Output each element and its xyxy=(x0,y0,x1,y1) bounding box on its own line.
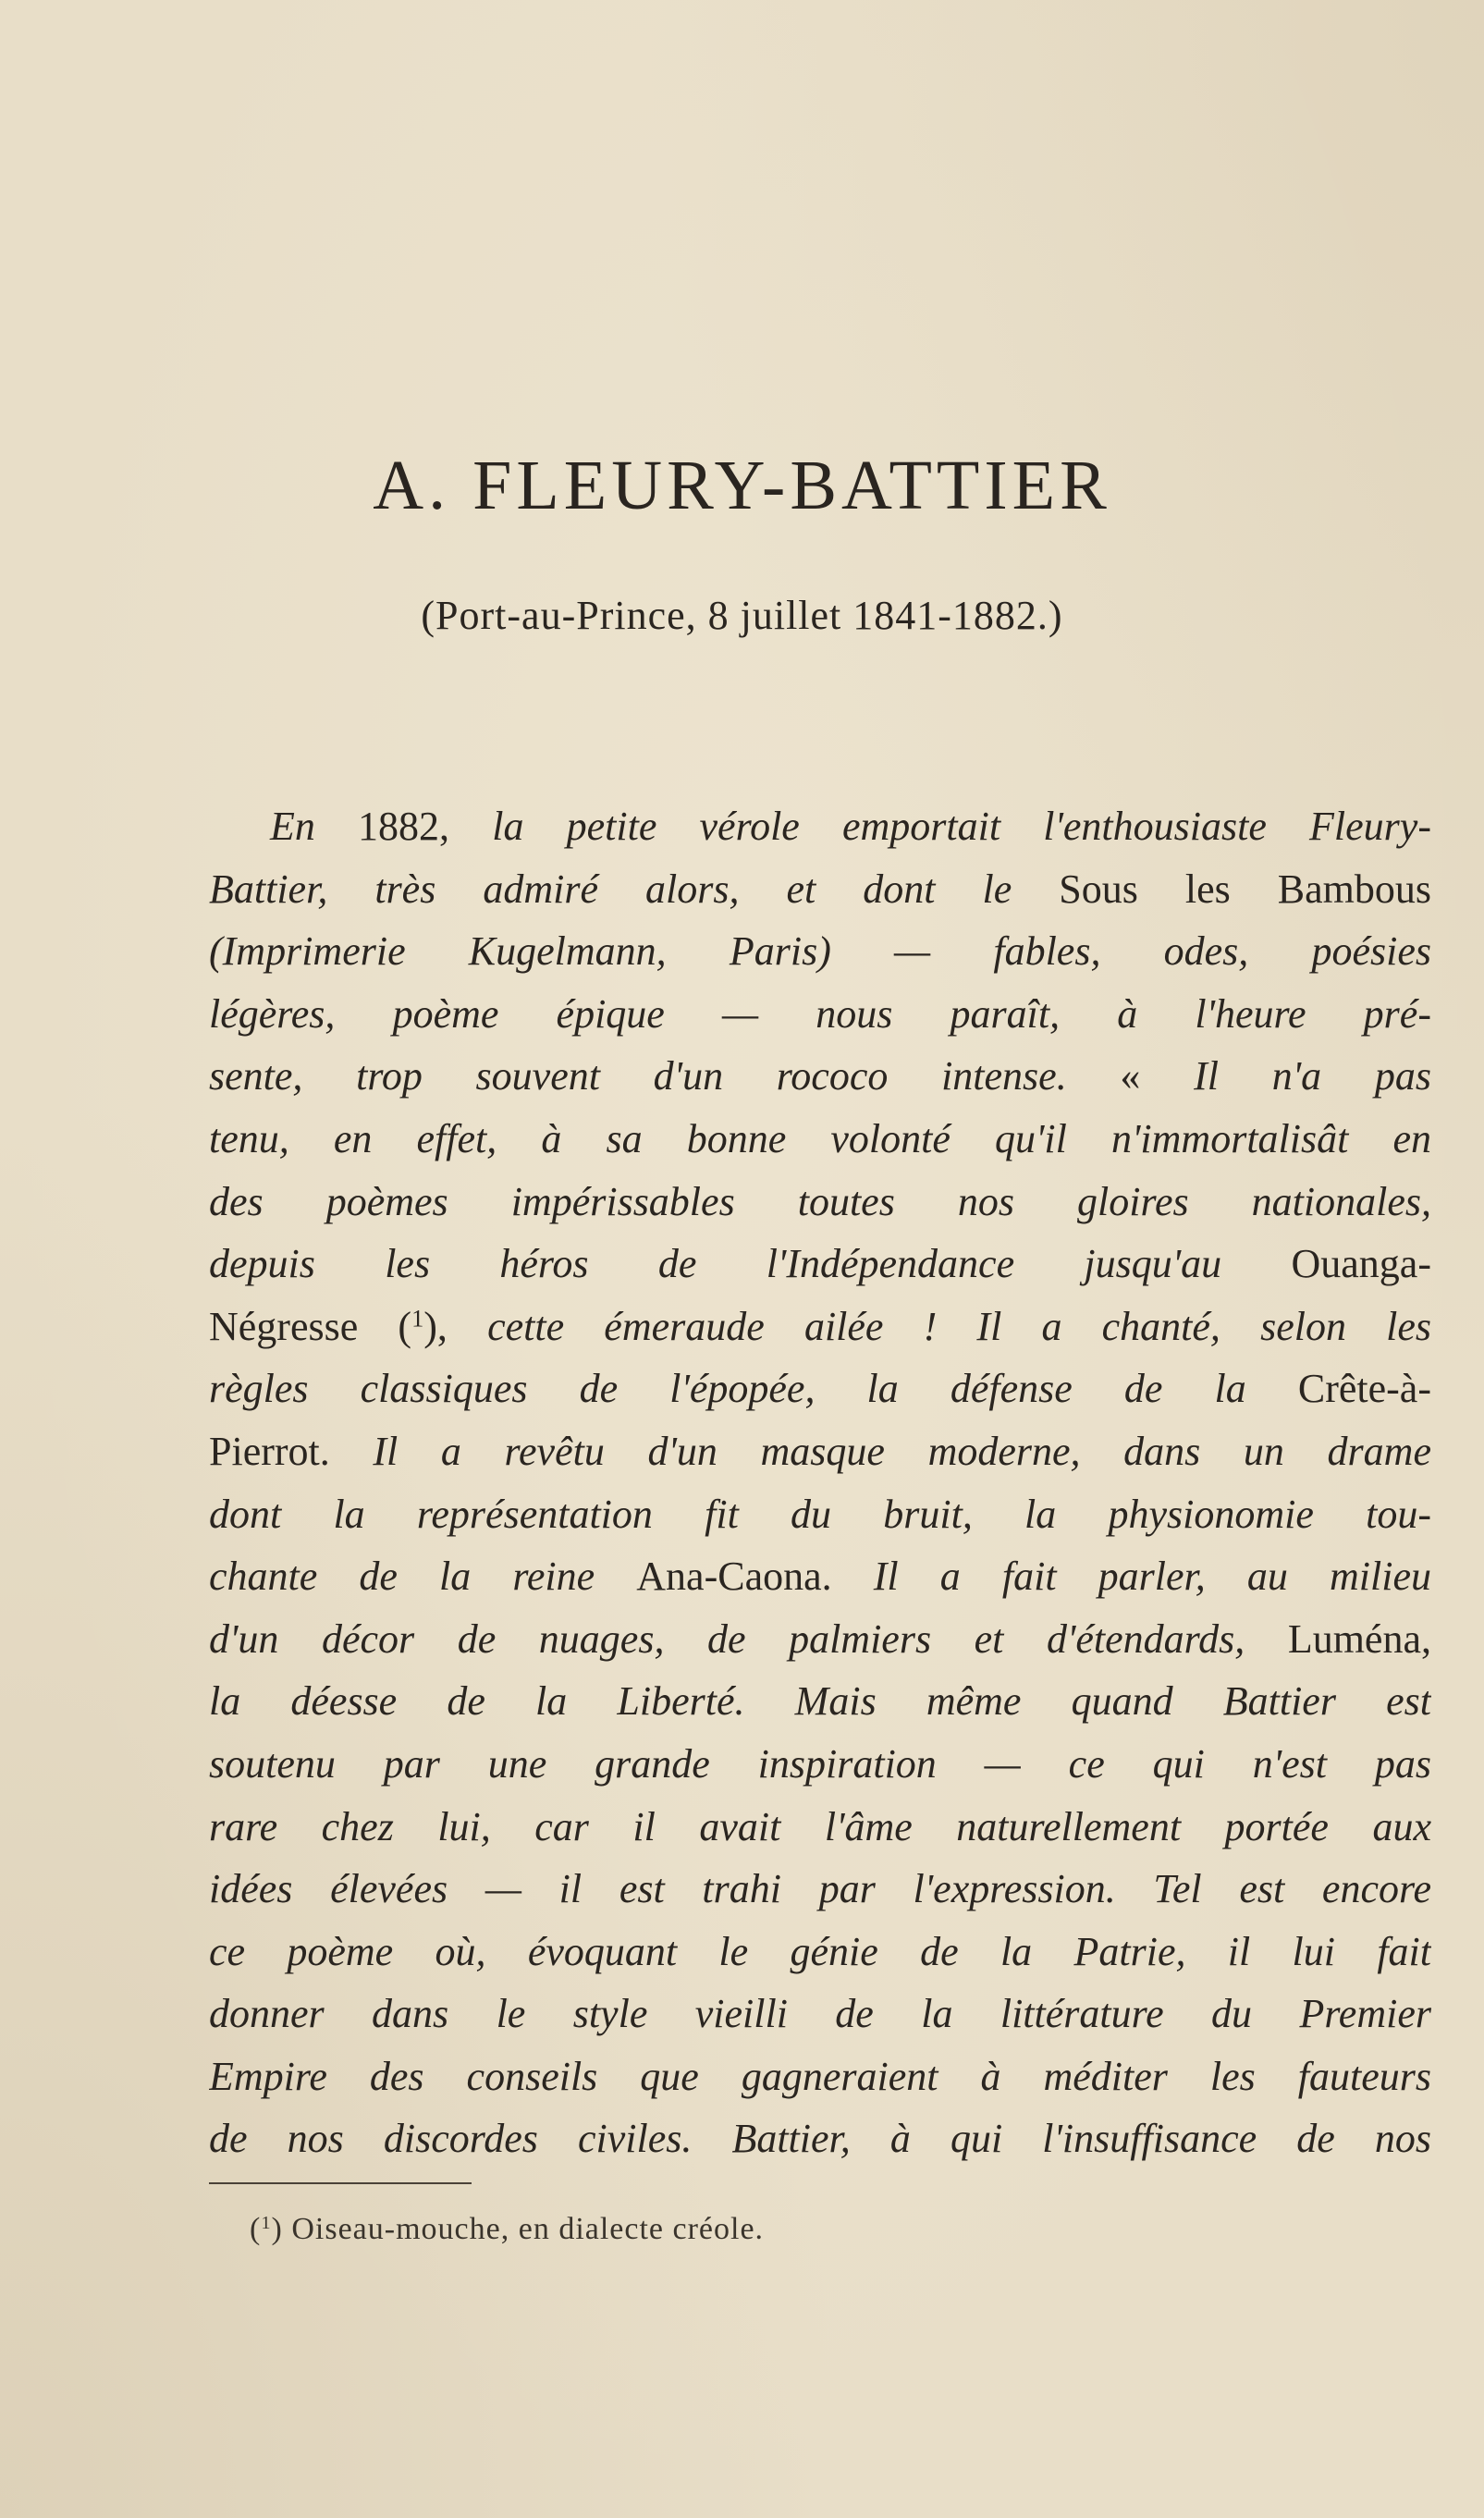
text-line xyxy=(209,858,1431,921)
text-run: Luména, xyxy=(1287,1615,1431,1662)
text-run: Pierrot. xyxy=(209,1428,374,1474)
text-run: soutenu par une grande inspiration — ce qui n'est pas xyxy=(209,1740,1431,1787)
text-line xyxy=(209,1108,1431,1171)
text-run: Empire des conseils que gagneraient à méditer les fauteurs xyxy=(209,2053,1431,2099)
text-run: Sous les Bambous xyxy=(1059,866,1431,912)
text-run: ce poème où, évoquant le génie de la Patrie, il lui fait xyxy=(209,1928,1431,1974)
text-line xyxy=(209,1233,1431,1296)
text-line xyxy=(209,1796,1431,1859)
footnote-marker: 1 xyxy=(261,2212,272,2233)
text-run: Il a revêtu d'un masque moderne, dans un drame xyxy=(373,1428,1431,1474)
text-line xyxy=(209,1983,1431,2045)
text-line xyxy=(209,1420,1431,1483)
text-run: chante de la reine xyxy=(209,1554,637,1600)
text-run: dont la représentation fit du bruit, la physionomie tou- xyxy=(209,1491,1431,1537)
body-paragraph xyxy=(209,795,1431,2170)
text-line xyxy=(209,983,1431,1046)
text-line xyxy=(209,920,1431,983)
text-line xyxy=(209,1921,1431,1984)
text-run: Ana-Caona. xyxy=(636,1554,874,1600)
page-subtitle: (Port-au-Prince, 8 juillet 1841-1882.) xyxy=(421,593,1063,638)
footnote-text: Oiseau-mouche, en dialecte créole. xyxy=(291,2212,765,2246)
text-line xyxy=(209,1545,1431,1608)
footnote-ref: 1 xyxy=(411,1304,424,1333)
text-run: légères, poème épique — nous paraît, à l'heure pré- xyxy=(209,990,1431,1037)
text-line xyxy=(209,2045,1431,2108)
text-run: cette émeraude ailée ! Il a chanté, selon les xyxy=(487,1303,1431,1349)
text-line xyxy=(209,1858,1431,1921)
text-run: Battier, très admiré alors, et dont le xyxy=(209,866,1060,912)
text-run: de nos discordes civiles. Battier, à qui l'insuffisance de nos xyxy=(209,2116,1431,2162)
text-run: la petite vérole emportait l'enthousiaste Fleury- xyxy=(492,804,1431,849)
text-run: (Imprimerie Kugelmann, Paris) — fables, odes, poésies xyxy=(209,928,1431,975)
text-line xyxy=(209,2107,1431,2170)
text-run: 1882, xyxy=(358,804,493,849)
text-line xyxy=(209,1733,1431,1796)
text-run: Négresse ( xyxy=(209,1303,412,1349)
text-run: Il a fait parler, au milieu xyxy=(873,1554,1431,1600)
text-run: sente, trop souvent d'un rococo intense. xyxy=(209,1053,1121,1099)
text-run: règles classiques de l'épopée, la défense de la xyxy=(209,1366,1298,1412)
text-line xyxy=(209,1296,1431,1358)
text-run: idées élevées — il est trahi par l'expression. Tel est encore xyxy=(209,1866,1431,1912)
text-run: Crête-à- xyxy=(1297,1366,1431,1412)
text-run: « xyxy=(1120,1053,1195,1099)
text-line xyxy=(209,1045,1431,1108)
text-run: la déesse de la Liberté. Mais même quand Battier est xyxy=(209,1678,1431,1725)
text-line xyxy=(209,1483,1431,1546)
text-run: ), xyxy=(423,1303,488,1349)
text-run: d'un décor de nuages, de palmiers et d'étendards, xyxy=(209,1615,1288,1662)
text-run: tenu, en effet, à sa bonne volonté qu'il n'immortalisât en xyxy=(209,1115,1431,1161)
text-run: Il n'a pas xyxy=(1194,1053,1431,1099)
text-run: des poèmes impérissables toutes nos gloires nationales, xyxy=(209,1178,1431,1224)
text-line xyxy=(209,795,1431,858)
text-line xyxy=(209,1357,1431,1420)
footnote: ($^1$) Oiseau-mouche, en dialecte créole. xyxy=(250,2212,765,2246)
text-run: Ouanga- xyxy=(1291,1241,1431,1287)
text-line xyxy=(209,1608,1431,1671)
text-run: rare chez lui, car il avait l'âme naturellement portée aux xyxy=(209,1803,1431,1849)
text-run: donner dans le style vieilli de la littérature du Premier xyxy=(209,1991,1431,2037)
text-line xyxy=(209,1171,1431,1234)
page-title: A. FLEURY-BATTIER xyxy=(373,447,1111,524)
text-line xyxy=(209,1670,1431,1733)
text-run: En xyxy=(270,804,359,849)
text-run: depuis les héros de l'Indépendance jusqu'au xyxy=(209,1241,1292,1287)
footnote-divider xyxy=(209,2182,472,2184)
